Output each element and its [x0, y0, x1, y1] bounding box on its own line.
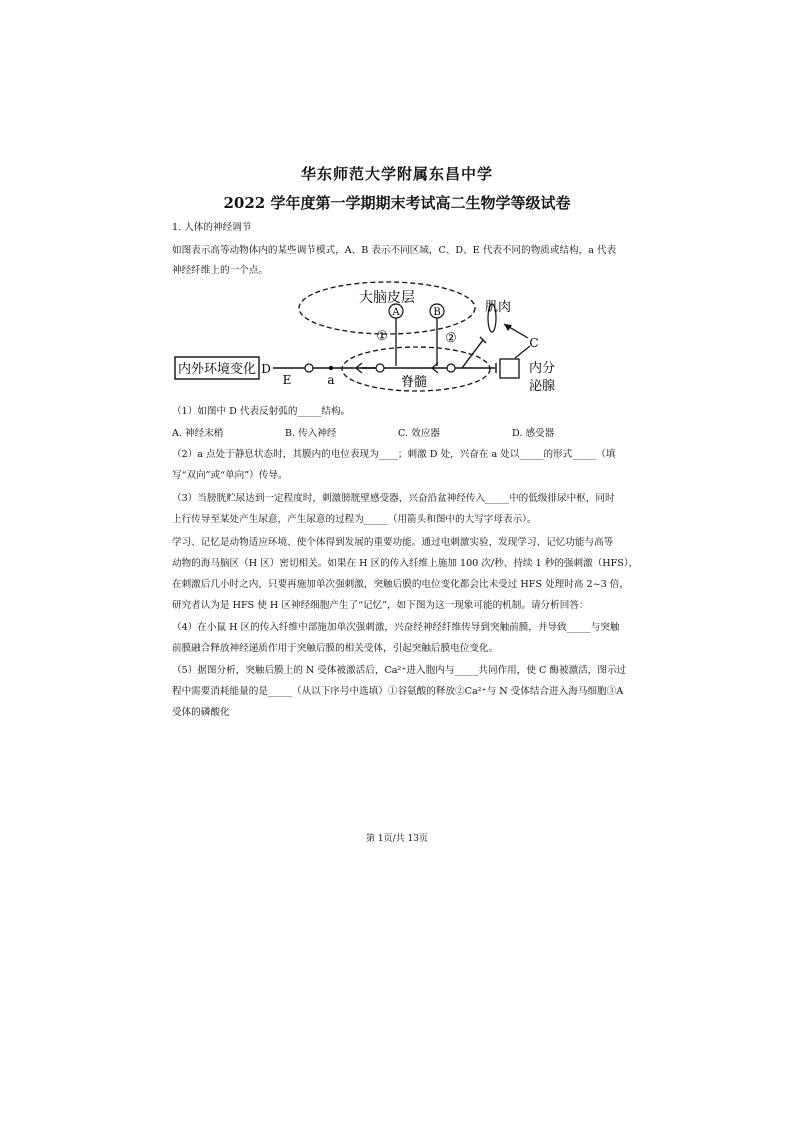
q1-5-line-2: 程中需要消耗能量的是_____（从以下序号中选填）①谷氨酸的释放②Ca²⁺与 N 受体结合进入海马细胞③A: [172, 686, 624, 697]
muscle-branch: [462, 340, 483, 368]
q1-3-line-2: 上行传导至某处产生尿意，产生尿意的过程为_____（用箭头和图中的大写字母表示）。: [172, 514, 537, 525]
cortex-label: 大脑皮层: [359, 290, 415, 306]
label-C: C: [529, 336, 539, 350]
q1-4-line-1: （4）在小鼠 H 区的传入纤维中部施加单次强刺激，兴奋经神经纤维传导到突触前膜，并导致_____与突触: [172, 622, 620, 633]
reflex-diagram: [170, 280, 590, 400]
intro-line-2: 神经纤维上的一个点。: [172, 265, 268, 276]
afferent-neuron-body: [305, 364, 313, 372]
muscle-label: 肌肉: [484, 300, 512, 315]
question-heading: 1. 人体的神经调节: [172, 222, 252, 233]
endocrine-label-2: 泌腺: [528, 379, 556, 394]
q1-1-option-c[interactable]: C. 效应器: [398, 428, 440, 439]
label-a: a: [327, 373, 335, 387]
env-change-label: 内外环境变化: [177, 362, 257, 377]
q1-1-option-d[interactable]: D. 感受器: [512, 428, 555, 439]
region-B-label: B: [433, 307, 441, 318]
endocrine-label-1: 内分: [528, 361, 556, 376]
passage-line-1: 学习、记忆是动物适应环境、使个体得到发展的重要功能。通过电刺激实验，发现学习、记忆功能与高等: [172, 537, 614, 548]
label-D: D: [261, 362, 271, 376]
q1-1-stem: （1）如图中 D 代表反射弧的_____结构。: [172, 406, 351, 417]
q1-2-line-2: 写“双向”或“单向”）传导。: [172, 470, 288, 481]
q1-4-line-2: 前膜融合释放神经递质作用于突触后膜的相关受体，引起突触后膜电位变化。: [172, 643, 499, 654]
q1-5-line-1: （5）据图分析，突触后膜上的 N 受体被激活后，Ca²⁺进入胞内与_____共同作用，使 C 酶被激活，图示过: [172, 665, 627, 676]
q1-1-option-b[interactable]: B. 传入神经: [285, 428, 337, 439]
endocrine-gland-box: [500, 359, 519, 378]
q1-1-option-a[interactable]: A. 神经末梢: [172, 428, 224, 439]
page-number: 第 1页/共 13页: [366, 834, 428, 844]
pathway-1-label: ①: [376, 329, 388, 344]
q1-3-line-1: （3）当膀胱贮尿达到一定程度时，刺激膀胱壁感受器，兴奋沿盆神经传入_____中的低级排尿中枢，同时: [172, 493, 615, 504]
arrow-gland-to-C: [515, 346, 530, 358]
interneuron-body: [376, 364, 384, 372]
q1-5-line-3: 受体的磷酸化: [172, 707, 230, 718]
label-E: E: [282, 373, 292, 387]
pathway-2-label: ②: [445, 331, 457, 346]
q1-2-line-1: （2）a 点处于静息状态时，其膜内的电位表现为____；刺激 D 处，兴奋在 a 处以_____的形式_____（填: [172, 449, 616, 460]
school-title: 华东师范大学附属东昌中学: [300, 165, 493, 183]
passage-line-4: 研究者认为是 HFS 使 H 区神经细胞产生了“记忆”，如下图为这一现象可能的机制。请分析回答：: [172, 600, 589, 611]
spinal-label: 脊髓: [400, 375, 428, 390]
passage-line-2: 动物的海马脑区（H 区）密切相关。如果在 H 区的传入纤维上施加 100 次/秒、持续 1 秒的强刺激（HFS），: [172, 558, 639, 569]
region-A-label: A: [392, 307, 400, 318]
intro-line-1: 如图表示高等动物体内的某些调节模式，A、B 表示不同区域，C、D、E 代表不同的物质或结构，a 代表: [172, 245, 617, 256]
point-a: [329, 366, 333, 370]
efferent-neuron-body: [447, 364, 455, 372]
passage-line-3: 在刺激后几小时之内，只要再施加单次强刺激，突触后膜的电位变化都会比未受过 HFS 处理时高 2~3 倍，: [172, 579, 629, 590]
exam-title: 2022 学年度第一学期期末考试高二生物学等级试卷: [223, 194, 571, 212]
